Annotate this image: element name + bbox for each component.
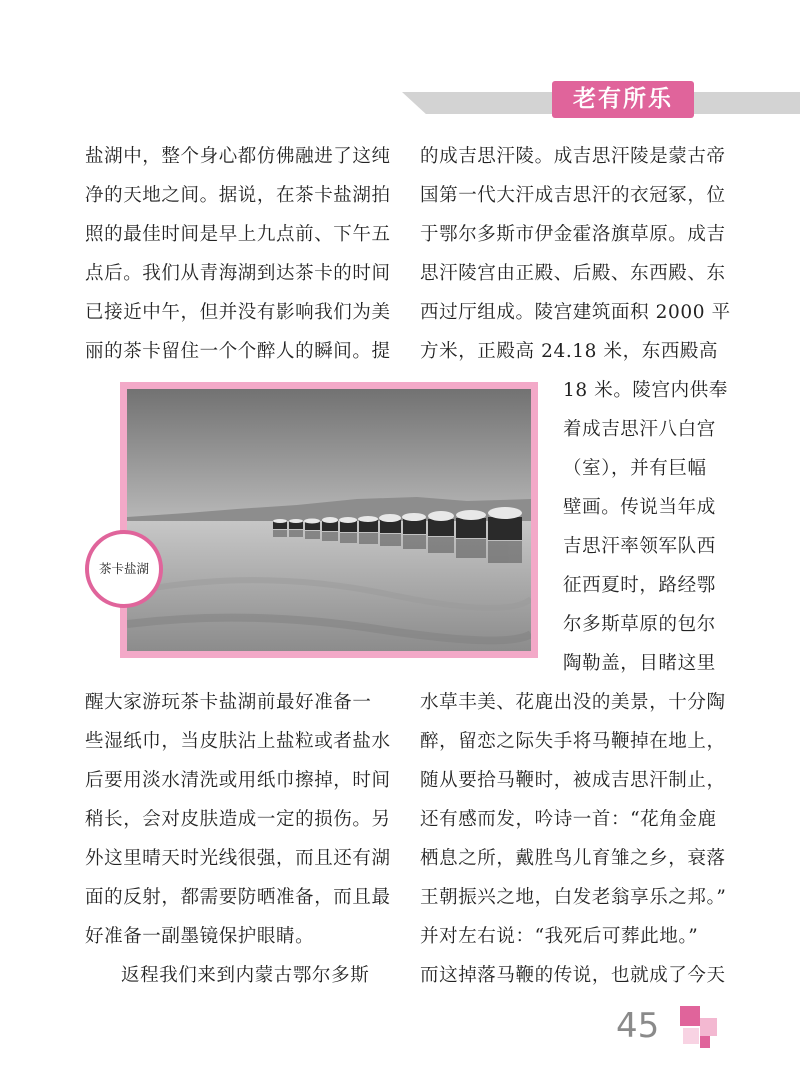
text-line: 的成吉思汗陵。成吉思汗陵是蒙古帝 xyxy=(420,146,726,167)
text-line: 照的最佳时间是早上九点前、下午五 xyxy=(85,224,391,245)
section-title: 老有所乐 xyxy=(573,86,673,112)
text-line: 而这掉落马鞭的传说，也就成了今天 xyxy=(420,965,726,986)
text-line: 思汗陵宫由正殿、后殿、东西殿、东 xyxy=(420,263,726,284)
text-line: （室），并有巨幅 xyxy=(563,458,707,479)
text-line: 好准备一副墨镜保护眼睛。 xyxy=(85,926,315,947)
text-line: 随从要拾马鞭时，被成吉思汗制止， xyxy=(420,770,726,791)
text-line: 于鄂尔多斯市伊金霍洛旗草原。成吉 xyxy=(420,224,726,245)
text-line: 方米，正殿高 24.18 米，东西殿高 xyxy=(420,341,719,362)
text-line: 并对左右说：“我死后可葬此地。” xyxy=(420,926,699,947)
text-line: 征西夏时，路经鄂 xyxy=(563,575,716,596)
text-line: 西过厅组成。陵宫建筑面积 2000 平 xyxy=(420,302,731,323)
text-line: 丽的茶卡留住一个个醉人的瞬间。提 xyxy=(85,341,391,362)
text-line: 国第一代大汗成吉思汗的衣冠冢，位 xyxy=(420,185,726,206)
page-number-decoration xyxy=(700,1036,710,1048)
text-line: 水草丰美、花鹿出没的美景，十分陶 xyxy=(420,692,726,713)
text-line: 尔多斯草原的包尔 xyxy=(563,614,716,635)
text-line: 净的天地之间。据说，在茶卡盐湖拍 xyxy=(85,185,391,206)
text-line: 已接近中午，但并没有影响我们为美 xyxy=(85,302,391,323)
text-line: 18 米。陵宫内供奉 xyxy=(563,380,728,401)
text-line: 着成吉思汗八白宫 xyxy=(563,419,716,440)
text-line: 吉思汗率领军队西 xyxy=(563,536,716,557)
text-line: 稍长，会对皮肤造成一定的损伤。另 xyxy=(85,809,391,830)
text-line: 醉，留恋之际失手将马鞭掉在地上， xyxy=(420,731,726,752)
salt-lake-photo xyxy=(127,389,531,651)
text-line: 还有感而发，吟诗一首：“花角金鹿 xyxy=(420,809,717,830)
photo-caption: 茶卡盐湖 xyxy=(98,561,149,576)
page-number-decoration xyxy=(700,1018,717,1036)
text-line: 壁画。传说当年成 xyxy=(563,497,716,518)
text-line: 栖息之所，戴胜鸟儿育雏之乡，衰落 xyxy=(420,848,726,869)
text-line: 陶勒盖，目睹这里 xyxy=(563,653,716,674)
text-line: 醒大家游玩茶卡盐湖前最好准备一 xyxy=(85,692,372,713)
text-line: 返程我们来到内蒙古鄂尔多斯 xyxy=(121,965,370,986)
text-line: 面的反射，都需要防晒准备，而且最 xyxy=(85,887,391,908)
text-line: 些湿纸巾，当皮肤沾上盐粒或者盐水 xyxy=(85,731,391,752)
text-line: 王朝振兴之地，白发老翁享乐之邦。” xyxy=(420,887,727,908)
text-line: 点后。我们从青海湖到达茶卡的时间 xyxy=(85,263,391,284)
text-line: 后要用淡水清洗或用纸巾擦掉，时间 xyxy=(85,770,391,791)
page-number-decoration xyxy=(680,1006,700,1026)
text-line: 外这里晴天时光线很强，而且还有湖 xyxy=(85,848,391,869)
page-number-decoration xyxy=(683,1028,699,1044)
text-line: 盐湖中，整个身心都仿佛融进了这纯 xyxy=(85,146,391,167)
salt-lake-illustration xyxy=(127,389,531,651)
page-number: 45 xyxy=(616,1006,660,1046)
